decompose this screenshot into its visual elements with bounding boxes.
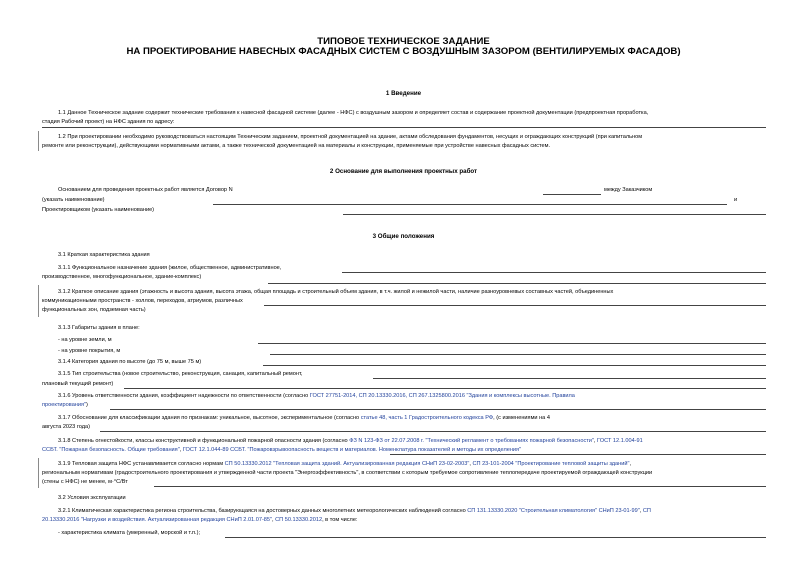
underline-address xyxy=(42,127,766,128)
doc-title-line2: НА ПРОЕКТИРОВАНИЕ НАВЕСНЫХ ФАСАДНЫХ СИСТЕМ С ВОЗДУШНЫМ ЗАЗОРОМ (ВЕНТИЛИРУЕМЫХ ФАСАДОВ) xyxy=(126,46,681,57)
ground-level-label: - на уровне земли, м xyxy=(58,337,112,343)
item-3-1-7-text: 3.1.7 Обоснование для классификации здания по признакам: уникальное, высотное, экспериментальное (согласно xyxy=(58,415,360,421)
item-3-2-1-line1: 3.2.1 Климатическая характеристика региона строительства, базирующаяся на достоверных данных многолетних метеорологических наблюдений согласно СП 131.13330.2020 "Строительная климатология" СНиП 23-01-99", СП xyxy=(58,508,651,514)
item-3-1-6-line1 xyxy=(58,392,575,400)
margin-bar-3 xyxy=(38,458,39,488)
item-3-2: 3.2 Условия эксплуатации xyxy=(58,495,126,501)
item-3-1-9-line3: (стены с НФС) не менее, м·°С/Вт xyxy=(42,479,128,485)
item-3-1-6-end: ) xyxy=(86,402,88,408)
field-3-1-1 xyxy=(342,272,766,273)
item-3-2-1-text2: , в том числе: xyxy=(322,517,358,523)
section-1-heading: 1 Введение xyxy=(385,90,422,97)
item-3-1-7-text2: , (с изменениями на 4 xyxy=(493,415,550,421)
item-3-1-5-line1: 3.1.5 Тип строительства (новое строительство, реконструкция, санация, капитальный ремонт, xyxy=(58,371,303,377)
designer-name-field xyxy=(343,214,766,215)
margin-bar xyxy=(38,131,39,151)
margin-bar-2 xyxy=(38,285,39,317)
item-3-1-8-line1: 3.1.8 Степень огнестойкости, классы конструктивной и функциональной пожарной опасности здания (согласно ФЗ N 123-ФЗ от 22.07.2008 г. "Технический регламент о требованиях пожарной безопасности", ГОСТ 12.1.004-91 xyxy=(58,438,643,444)
para-1-1-line2: стадия Рабочий проект) на НФС здания по адресу: xyxy=(42,119,175,125)
item-3-1-6-link-cont[interactable]: проектирования" xyxy=(42,402,87,408)
item-3-1-2-line2: коммуникационными пространств - холлов, переходов, атриумов, различных xyxy=(42,298,243,304)
para-1-1-line1: 1.1 Данное Техническое задание содержит технические требования к навесной фасадной системе (далее - НФС) с воздушным зазором и определяет состав и содержание проектной документации (предпроектная проработка, xyxy=(58,110,649,116)
item-3-1-8-line2: ССБТ. "Пожарная безопасность. Общие требования", ГОСТ 12.1.044-89 ССБТ. "Пожаровзрывоопасность веществ и материалов. Номенклатура показателей и методы их определения" xyxy=(42,447,522,453)
item-3-1-8-link4[interactable]: ГОСТ 12.1.044-89 ССБТ. "Пожаровзрывоопасность веществ и материалов. Номенклатура показателей и методы их определения" xyxy=(182,447,522,453)
field-3-1-6 xyxy=(110,409,766,410)
doc-title-line1: ТИПОВОЕ ТЕХНИЧЕСКОЕ ЗАДАНИЕ xyxy=(317,36,490,47)
field-3-1-9 xyxy=(154,486,766,487)
item-3-1-9-line2: региональным нормативам (градостроительного проектирования и утвержденной части проекта "Энергоэффективность", в соответствии с которым требуемое сопротивление теплопередаче проектируемой ограждающей конструкции xyxy=(42,470,653,476)
para-1-2-line2: ремонте или реконструкции), действующими нормативными актами, а также технической документацией на материалы и конструкции, применяемые при устройстве навесных фасадных систем. xyxy=(42,143,551,149)
item-3-2-1-link4[interactable]: СП 50.13330.2012 xyxy=(275,517,323,523)
item-3-1-8-link2[interactable]: ГОСТ 12.1.004-91 xyxy=(597,438,643,444)
item-3-1-7-line2: августа 2023 года) xyxy=(42,424,90,430)
item-3-1-7-link[interactable]: статье 48, часть 1 Градостроительного кодекса РФ xyxy=(360,415,494,421)
item-3-1-9-line1: 3.1.9 Тепловая защита НФС устанавливается согласно нормам СП 50.13330.2012 "Тепловая защита зданий. Актуализированная редакция СНиП 23-02-2003", СП 23-101-2004 "Проектирование тепловой защиты зданий", xyxy=(58,461,632,467)
para-1-2-line1: 1.2 При проектировании необходимо руководствоваться настоящим Техническим заданием, проектной документацией на здание, актами обследования фундаментов, несущих и ограждающих конструкций (при капитальном xyxy=(58,134,643,140)
field-3-1-2 xyxy=(264,305,766,306)
item-3-1-4: 3.1.4 Категория здания по высоте (до 75 м, выше 75 м) xyxy=(58,359,202,365)
item-3-1-2-line1: 3.1.2 Краткое описание здания (этажность и высота здания, высота этажа, общая площадь и строительный объем здания, в т.ч. жилой и нежилой части, наличие разноуровневых составных частей, объединенных xyxy=(58,289,614,295)
ground-level-field xyxy=(258,343,766,344)
item-3-2-1-link3[interactable]: 20.13330.2016 "Нагрузки и воздействия. Актуализированная редакция СНиП 2.01.07-85" xyxy=(42,517,273,523)
field-3-1-4 xyxy=(263,365,766,366)
item-3-1-6-line2 xyxy=(42,401,88,409)
item-3-1-8-link1[interactable]: ФЗ N 123-ФЗ от 22.07.2008 г. "Технический регламент о требованиях пожарной безопасности" xyxy=(349,438,594,444)
item-3-1-8-link3[interactable]: ССБТ. "Пожарная безопасность. Общие требования" xyxy=(42,447,180,453)
item-3-1-5-line2: плановый текущий ремонт) xyxy=(42,381,114,387)
item-3-2-1-line2: 20.13330.2016 "Нагрузки и воздействия. Актуализированная редакция СНиП 2.01.07-85", СП 50.13330.2012, в том числе: xyxy=(42,517,358,523)
customer-name-field xyxy=(213,204,727,205)
field-3-1-1b xyxy=(268,283,766,284)
field-3-1-5b xyxy=(124,388,766,389)
item-3-2-1-link1[interactable]: СП 131.13330.2020 "Строительная климатология" СНиП 23-01-99" xyxy=(467,508,640,514)
item-3-1-1-line2: производственное, многофункциональное, здание-комплекс) xyxy=(42,274,202,280)
section-3-heading: 3 Общие положения xyxy=(372,233,435,240)
item-3-1-2-line3: функциональных зон, подземная часть) xyxy=(42,307,146,313)
item-3-1-6-text: 3.1.6 Уровень ответственности здания, коэффициент надежности по ответственности (согласно xyxy=(58,393,309,399)
item-3-1-8-text: 3.1.8 Степень огнестойкости, классы конструктивной и функциональной пожарной опасности здания (согласно xyxy=(58,438,348,444)
between-customer-text: между Заказчиком xyxy=(604,187,653,193)
contract-number-field xyxy=(543,194,601,195)
climate-item: - характеристика климата (умеренный, морской и т.п.); xyxy=(58,530,201,536)
item-3-1-9-text: 3.1.9 Тепловая защита НФС устанавливается согласно нормам xyxy=(58,461,224,467)
and-text: и xyxy=(734,197,738,203)
item-3-2-1-link2[interactable]: СП xyxy=(642,508,651,514)
designer-label: Проектировщиком (указать наименование) xyxy=(42,207,155,213)
field-3-1-7 xyxy=(100,431,766,432)
field-3-1-8 xyxy=(390,454,766,455)
field-climate xyxy=(225,537,766,538)
basis-text: Основанием для проведения проектных работ является Договор N xyxy=(58,187,233,193)
item-3-1-1-line1: 3.1.1 Функциональное назначение здания (жилое, общественное, административное, xyxy=(58,265,282,271)
item-3-2-1-text: 3.2.1 Климатическая характеристика региона строительства, базирующаяся на достоверных данных многолетних метеорологических наблюдений согласно xyxy=(58,508,466,514)
roof-level-label: - на уровне покрытия, м xyxy=(58,348,121,354)
item-3-1: 3.1 Краткая характеристика здания xyxy=(58,252,150,258)
item-3-1-9-link2[interactable]: СП 23-101-2004 "Проектирование тепловой защиты зданий" xyxy=(472,461,630,467)
section-2-heading: 2 Основание для выполнения проектных работ xyxy=(329,168,478,175)
field-3-1-5 xyxy=(373,378,766,379)
item-3-1-7-line1 xyxy=(58,414,550,422)
roof-level-field xyxy=(270,354,766,355)
item-3-1-9-link1[interactable]: СП 50.13330.2012 "Тепловая защита зданий. Актуализированная редакция СНиП 23-02-2003" xyxy=(224,461,470,467)
item-3-1-6-link[interactable]: ГОСТ 27751-2014, СП 20.13330.2016, СП 267.1325800.2016 "Здания и комплексы высотные. Правила xyxy=(309,393,575,399)
item-3-1-3: 3.1.3 Габариты здания в плане: xyxy=(58,325,140,331)
customer-name-label: (указать наименование) xyxy=(42,197,105,203)
